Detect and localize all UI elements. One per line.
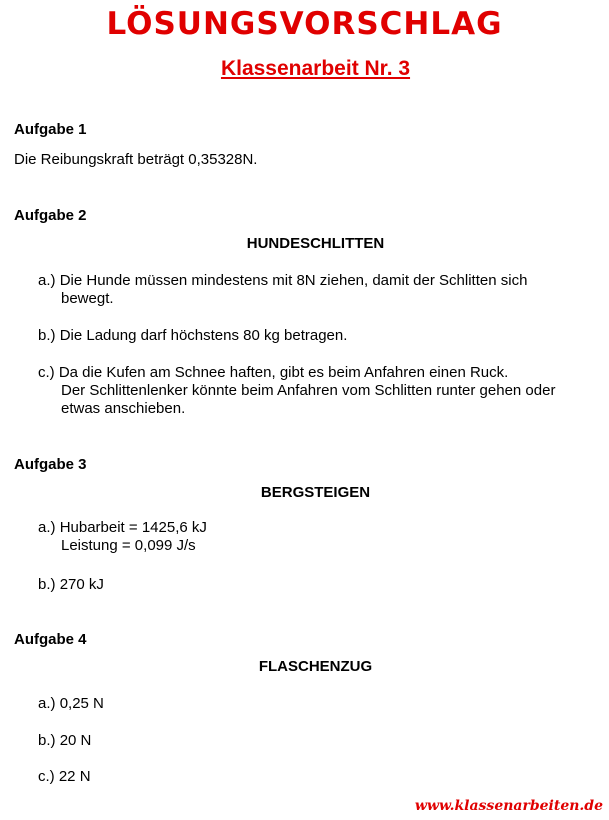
item-text: etwas anschieben. — [61, 400, 186, 417]
task-topic: FLASCHENZUG — [258, 658, 373, 675]
item-label: a.) — [38, 695, 56, 712]
answer-line — [38, 768, 598, 786]
answer-line — [38, 732, 598, 750]
answer-line — [38, 272, 598, 290]
page-subtitle: Klassenarbeit Nr. 3 — [220, 57, 411, 80]
task-topic: HUNDESCHLITTEN — [246, 235, 385, 252]
item-text: Der Schlittenlenker könnte beim Anfahren vom Schlitten runter gehen oder — [61, 382, 556, 399]
item-text: 0,25 N — [59, 695, 104, 712]
answer-item — [38, 327, 598, 345]
item-text: Die Ladung darf höchstens 80 kg betragen. — [59, 327, 348, 344]
footer-brand-logo: www.klassenarbeiten.de — [414, 798, 603, 814]
item-label: a.) — [38, 272, 56, 289]
answer-line — [38, 519, 598, 537]
item-text: Die Hunde müssen mindestens mit 8N ziehen, damit der Schlitten sich — [59, 272, 528, 289]
answer-line — [38, 695, 598, 713]
task-heading: Aufgabe 3 — [14, 456, 87, 473]
answer-item — [38, 576, 598, 594]
item-text: Hubarbeit = 1425,6 kJ — [59, 519, 207, 536]
answer-line — [38, 576, 598, 594]
task-topic: BERGSTEIGEN — [260, 484, 371, 501]
item-label: b.) — [38, 327, 56, 344]
answer-item — [38, 272, 598, 308]
item-text: Leistung = 0,099 J/s — [61, 537, 196, 554]
item-label: b.) — [38, 732, 56, 749]
item-text: 22 N — [58, 768, 91, 785]
answer-item — [38, 519, 598, 555]
item-text: Da die Kufen am Schnee haften, gibt es beim Anfahren einen Ruck. — [58, 364, 509, 381]
item-text: bewegt. — [61, 290, 114, 307]
task-answer: Die Reibungskraft beträgt 0,35328N. — [14, 151, 258, 168]
item-label: c.) — [38, 364, 55, 381]
item-label: c.) — [38, 768, 55, 785]
answer-item — [38, 768, 598, 786]
item-text: 20 N — [59, 732, 92, 749]
task-heading: Aufgabe 1 — [14, 121, 87, 138]
answer-line — [38, 364, 598, 382]
answer-line — [38, 327, 598, 345]
task-heading: Aufgabe 2 — [14, 207, 87, 224]
answer-item — [38, 695, 598, 713]
page-title: LÖSUNGSVORSCHLAG — [106, 6, 503, 42]
answer-item — [38, 732, 598, 750]
item-text: 270 kJ — [59, 576, 104, 593]
item-label: a.) — [38, 519, 56, 536]
item-label: b.) — [38, 576, 56, 593]
answer-item — [38, 364, 598, 418]
task-heading: Aufgabe 4 — [14, 631, 87, 648]
